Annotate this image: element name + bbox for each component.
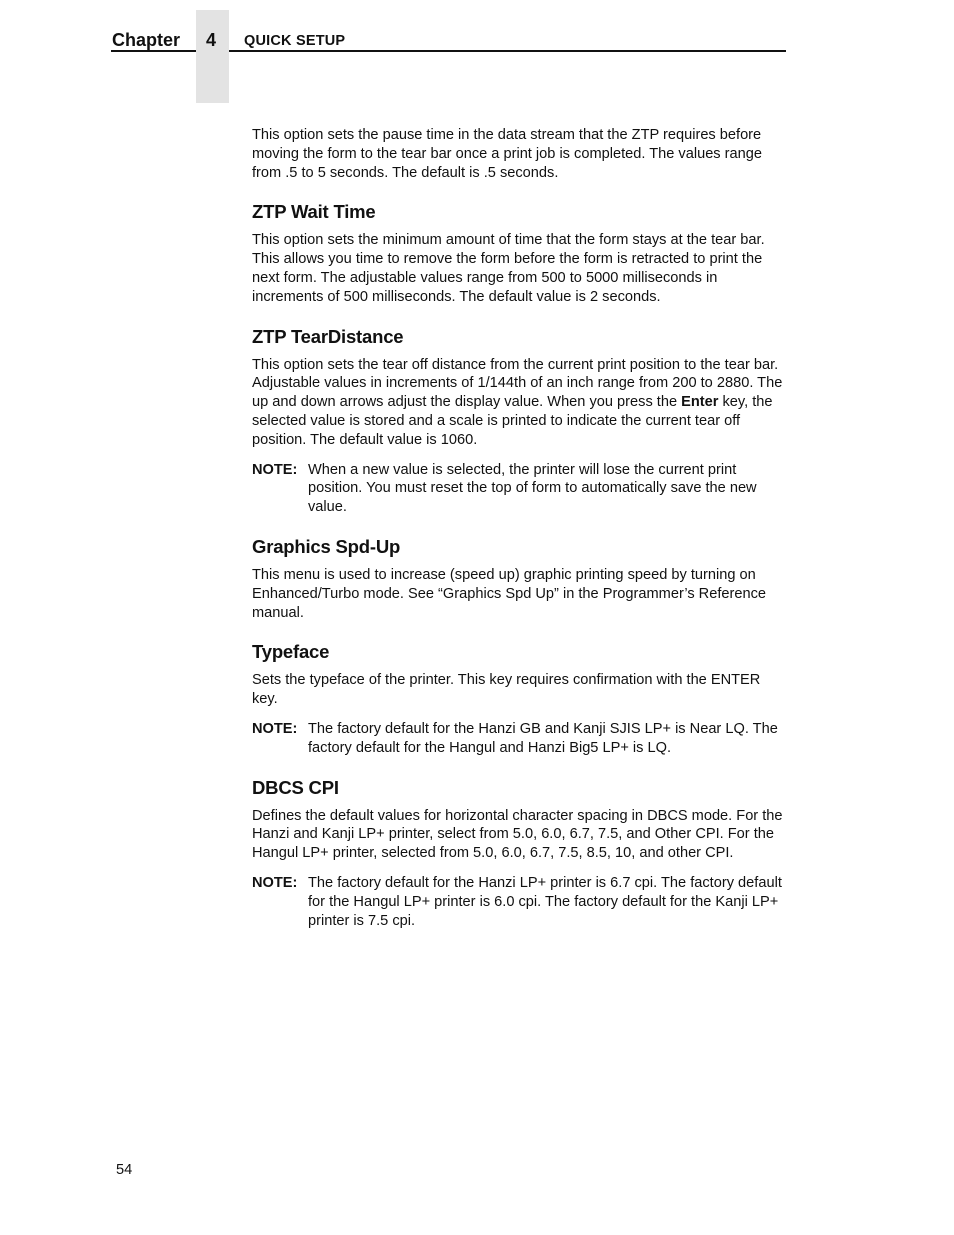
note-label: NOTE: (252, 874, 298, 891)
enter-key-label: Enter (681, 394, 719, 411)
dbcs-cpi-paragraph: Defines the default values for horizontal character spacing in DBCS mode. For the Hanzi and Kanji LP+ printer, select from 5.0, 6.0, 6.7, 7.5, and Other CPI. For the Hangul LP+ printer, selected from 5.0, 6.0, 6.7, 7.5, 8.5, 10, and other CPI. (252, 807, 783, 862)
ztp-wait-time-heading: ZTP Wait Time (252, 201, 376, 223)
section-title: QUICK SETUP (244, 33, 346, 49)
typeface-note (252, 720, 786, 758)
ztp-teardistance-heading: ZTP TearDistance (252, 325, 404, 347)
chapter-number: 4 (206, 30, 217, 50)
dbcs-cpi-heading: DBCS CPI (252, 776, 339, 798)
dbcs-cpi-note (252, 874, 786, 930)
ztp-teardistance-text-before: This option sets the tear off distance from the current print position to the tear bar. Adjustable values in increments of 1/144th of an inch range from 200 to 2880. The up and down arrows adjust the display value. When you press the (252, 356, 783, 411)
header-rule-right (229, 50, 786, 52)
page-number: 54 (116, 1162, 133, 1178)
ztp-teardistance-text-after: key, the selected value is stored and a scale is printed to indicate the current tear off position. The default value is 1060. (252, 394, 773, 448)
intro-paragraph: This option sets the pause time in the data stream that the ZTP requires before moving the form to the tear bar once a print job is completed. The values range from .5 to 5 seconds. The default is .5 seconds. (252, 127, 762, 181)
note-label: NOTE: (252, 461, 298, 478)
typeface-heading: Typeface (252, 641, 330, 663)
ztp-teardistance-note (252, 461, 786, 517)
chapter-tab (196, 10, 229, 103)
graphics-spd-up-heading: Graphics Spd-Up (252, 535, 401, 557)
ztp-wait-time-paragraph: This option sets the minimum amount of time that the form stays at the tear bar. This allows you time to remove the form before the form is retracted to print the next form. The adjustable values range from 500 to 5000 milliseconds in increments of 500 milliseconds. The default value is 2 seconds. (252, 232, 765, 305)
chapter-label: Chapter (112, 30, 181, 50)
note-text: The factory default for the Hanzi LP+ printer is 6.7 cpi. The factory default for the Hangul LP+ printer is 6.0 cpi. The factory default for the Kanji LP+ printer is 7.5 cpi. (308, 874, 782, 929)
typeface-paragraph: Sets the typeface of the printer. This key requires confirmation with the ENTER key. (252, 672, 761, 708)
graphics-spd-up-paragraph: This menu is used to increase (speed up) graphic printing speed by turning on Enhanced/Turbo mode. See “Graphics Spd Up” in the Programmer’s Reference manual. (252, 566, 767, 621)
note-label: NOTE: (252, 720, 298, 737)
main-content (252, 126, 786, 941)
ztp-teardistance-paragraph (252, 356, 786, 450)
header-rule-left (111, 50, 196, 52)
note-text: When a new value is selected, the printer will lose the current print position. You must reset the top of form to automatically save the new value. (308, 461, 757, 516)
note-text: The factory default for the Hanzi GB and Kanji SJIS LP+ is Near LQ. The factory default for the Hangul and Hanzi Big5 LP+ is LQ. (308, 720, 778, 756)
